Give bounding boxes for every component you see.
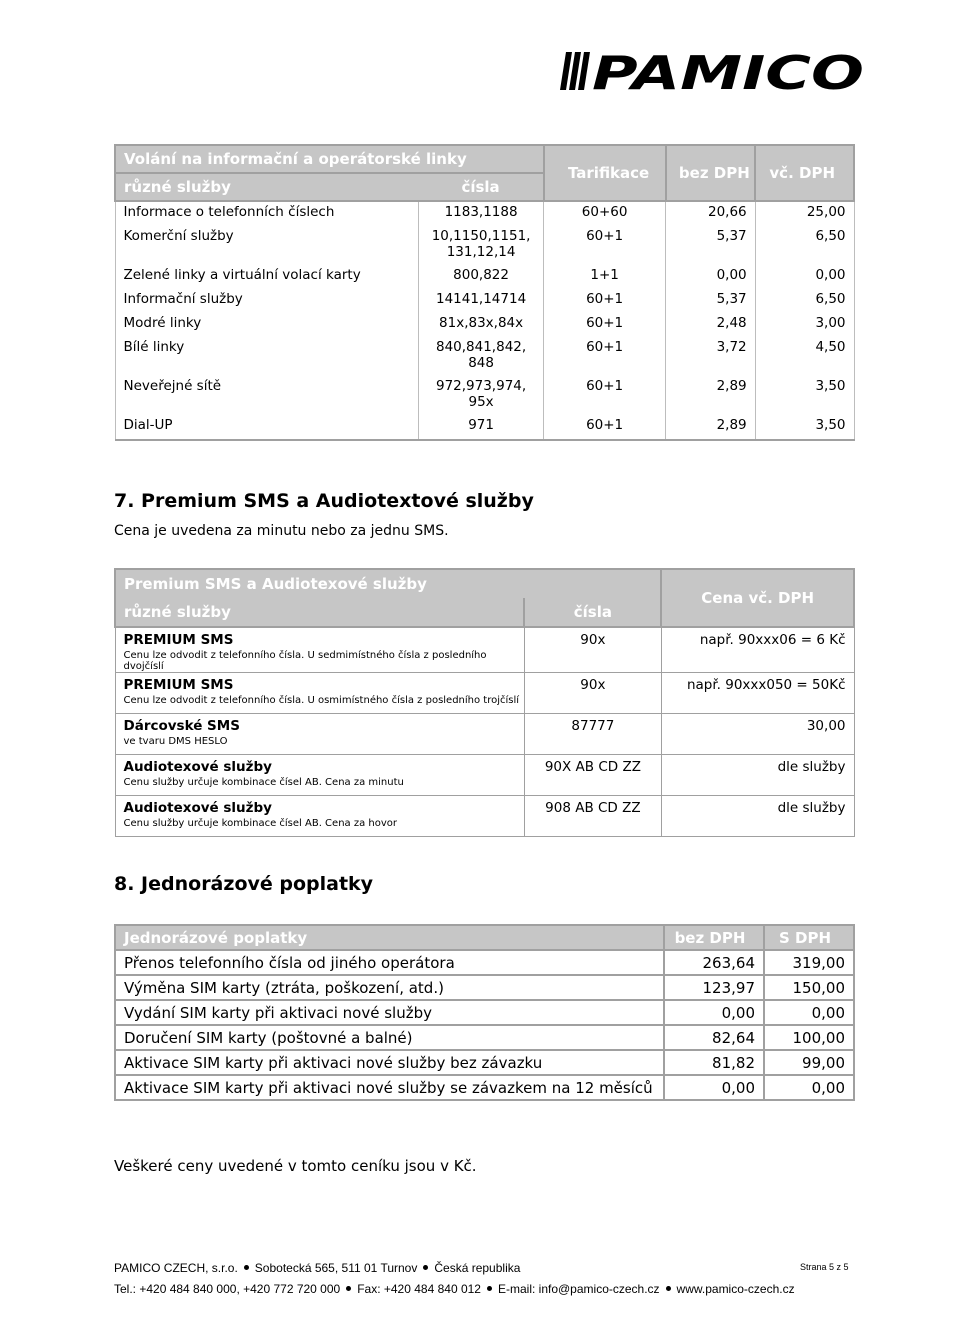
one-time-fees-table: [114, 924, 855, 1101]
cell-item: Přenos telefonního čísla od jiného operátora: [115, 950, 664, 975]
cell-item: Doručení SIM karty (poštovné a balné): [115, 1025, 664, 1050]
table-row: [115, 1075, 854, 1100]
service-name: PREMIUM SMS: [123, 677, 234, 693]
col-services: různé služby: [115, 173, 419, 201]
cell-service: [115, 627, 524, 673]
cell-vat: 3,50: [755, 415, 854, 440]
cell-no-vat: 3,72: [666, 337, 756, 376]
cell-service: [115, 796, 524, 837]
cell-vat: 0,00: [755, 265, 854, 289]
cell-numbers: 800,822: [419, 265, 544, 289]
table-row: [115, 714, 854, 755]
table-row: [115, 226, 854, 265]
cell-tariff: 60+1: [544, 226, 666, 265]
pamico-logo: [560, 48, 866, 94]
footer-address: Sobotecká 565, 511 01 Turnov: [254, 1261, 418, 1275]
cell-vat: 25,00: [755, 201, 854, 226]
cell-no-vat: 0,00: [666, 265, 756, 289]
cell-numbers: 840,841,842, 848: [419, 337, 544, 376]
table-row: [115, 975, 854, 1000]
cell-numbers: 908 AB CD ZZ: [524, 796, 661, 837]
table-row: [115, 673, 854, 714]
bullet-icon: [666, 1286, 671, 1291]
cell-vat: 3,00: [755, 313, 854, 337]
cell-no-vat: 5,37: [666, 289, 756, 313]
bullet-icon: [346, 1286, 351, 1291]
cell-vat: 6,50: [755, 226, 854, 265]
cell-tariff: 60+1: [544, 313, 666, 337]
col-tariff: Tarifikace: [544, 145, 666, 201]
cell-price: dle služby: [661, 755, 854, 796]
cell-service: [115, 714, 524, 755]
col-numbers: čísla: [419, 173, 544, 201]
table-row: [115, 201, 854, 226]
cell-vat: 6,50: [755, 289, 854, 313]
table-row: [115, 313, 854, 337]
table-row: [115, 1025, 854, 1050]
cell-no-vat: 263,64: [664, 950, 764, 975]
cell-item: Vydání SIM karty při aktivaci nové služby: [115, 1000, 664, 1025]
section7-note: Cena je uvedena za minutu nebo za jednu SMS.: [114, 523, 449, 539]
cell-price: např. 90xxx050 = 50Kč: [661, 673, 854, 714]
table-row: [115, 337, 854, 376]
logo-text: PAMICO: [592, 48, 864, 94]
table3-title: Jednorázové poplatky: [115, 925, 664, 950]
table2-title: Premium SMS a Audiotexové služby: [115, 569, 661, 598]
footer-web[interactable]: www.pamico-czech.cz: [676, 1282, 795, 1296]
footer-line-2: [114, 1282, 795, 1296]
footer-fax: Fax: +420 484 840 012: [357, 1282, 481, 1296]
cell-service: Zelené linky a virtuální volací karty: [115, 265, 419, 289]
cell-vat: 150,00: [764, 975, 854, 1000]
cell-no-vat: 5,37: [666, 226, 756, 265]
cell-vat: 100,00: [764, 1025, 854, 1050]
cell-service: Komerční služby: [115, 226, 419, 265]
cell-service: Bílé linky: [115, 337, 419, 376]
service-name: Audiotexové služby: [123, 759, 272, 775]
cell-service: Neveřejné sítě: [115, 376, 419, 415]
section8-title: 8. Jednorázové poplatky: [114, 873, 374, 895]
footer-company: PAMICO CZECH, s.r.o.: [114, 1261, 238, 1275]
cell-tariff: 60+1: [544, 376, 666, 415]
cell-numbers: 971: [419, 415, 544, 440]
col-no-vat: bez DPH: [664, 925, 764, 950]
service-name: Audiotexové služby: [123, 800, 272, 816]
col-services: různé služby: [115, 598, 524, 627]
cell-item: Výměna SIM karty (ztráta, poškození, atd.): [115, 975, 664, 1000]
footer-tel: Tel.: +420 484 840 000, +420 772 720 000: [114, 1282, 341, 1296]
cell-service: Dial-UP: [115, 415, 419, 440]
service-description: Cenu služby určuje kombinace čísel AB. Cena za minutu: [123, 777, 404, 788]
table-row: [115, 950, 854, 975]
cell-tariff: 1+1: [544, 265, 666, 289]
cell-tariff: 60+1: [544, 337, 666, 376]
bullet-icon: [487, 1286, 492, 1291]
cell-numbers: 90X AB CD ZZ: [524, 755, 661, 796]
cell-price: 30,00: [661, 714, 854, 755]
service-description: Cenu lze odvodit z telefonního čísla. U osmimístného čísla z posledního trojčíslí: [123, 695, 520, 706]
cell-numbers: 1183,1188: [419, 201, 544, 226]
closing-note: Veškeré ceny uvedené v tomto ceníku jsou v Kč.: [114, 1157, 477, 1175]
table1-title: Volání na informační a operátorské linky: [115, 145, 544, 173]
premium-sms-table: [114, 568, 855, 837]
cell-numbers: 90x: [524, 673, 661, 714]
cell-item: Aktivace SIM karty při aktivaci nové služby bez závazku: [115, 1050, 664, 1075]
cell-price: dle služby: [661, 796, 854, 837]
cell-no-vat: 82,64: [664, 1025, 764, 1050]
cell-no-vat: 20,66: [666, 201, 756, 226]
table-row: [115, 376, 854, 415]
cell-numbers: 90x: [524, 627, 661, 673]
page-number: Strana 5 z 5: [800, 1262, 849, 1272]
cell-vat: 319,00: [764, 950, 854, 975]
cell-tariff: 60+1: [544, 289, 666, 313]
cell-no-vat: 123,97: [664, 975, 764, 1000]
service-name: Dárcovské SMS: [123, 718, 240, 734]
call-rates-table: [114, 144, 855, 441]
section7-title: 7. Premium SMS a Audiotextové služby: [114, 490, 534, 512]
table-row: [115, 1000, 854, 1025]
cell-tariff: 60+1: [544, 415, 666, 440]
col-vat: S DPH: [764, 925, 854, 950]
table-row: [115, 627, 854, 673]
cell-numbers: 87777: [524, 714, 661, 755]
service-description: ve tvaru DMS HESLO: [123, 736, 228, 747]
cell-item: Aktivace SIM karty při aktivaci nové služby se závazkem na 12 měsíců: [115, 1075, 664, 1100]
cell-service: Modré linky: [115, 313, 419, 337]
bullet-icon: [244, 1265, 249, 1270]
col-price: Cena vč. DPH: [661, 569, 854, 627]
table-row: [115, 265, 854, 289]
service-description: Cenu lze odvodit z telefonního čísla. U sedmimístného čísla z posledního dvojčíslí: [123, 650, 487, 672]
cell-numbers: 81x,83x,84x: [419, 313, 544, 337]
col-vat: vč. DPH: [755, 145, 854, 201]
cell-no-vat: 0,00: [664, 1000, 764, 1025]
bullet-icon: [423, 1265, 428, 1270]
cell-no-vat: 2,89: [666, 376, 756, 415]
table-row: [115, 1050, 854, 1075]
footer-line-1: [114, 1261, 520, 1275]
service-name: PREMIUM SMS: [123, 632, 234, 648]
service-description: Cenu služby určuje kombinace čísel AB. Cena za hovor: [123, 818, 397, 829]
cell-vat: 99,00: [764, 1050, 854, 1075]
cell-no-vat: 0,00: [664, 1075, 764, 1100]
cell-no-vat: 81,82: [664, 1050, 764, 1075]
cell-tariff: 60+60: [544, 201, 666, 226]
cell-vat: 0,00: [764, 1075, 854, 1100]
cell-service: Informační služby: [115, 289, 419, 313]
col-no-vat: bez DPH: [666, 145, 756, 201]
col-numbers: čísla: [524, 598, 661, 627]
cell-service: [115, 673, 524, 714]
cell-numbers: 972,973,974, 95x: [419, 376, 544, 415]
cell-numbers: 10,1150,1151, 131,12,14: [419, 226, 544, 265]
cell-vat: 3,50: [755, 376, 854, 415]
cell-no-vat: 2,48: [666, 313, 756, 337]
cell-price: např. 90xxx06 = 6 Kč: [661, 627, 854, 673]
footer-email[interactable]: E-mail: info@pamico-czech.cz: [497, 1282, 660, 1296]
cell-vat: 4,50: [755, 337, 854, 376]
table-row: [115, 289, 854, 313]
cell-no-vat: 2,89: [666, 415, 756, 440]
table-row: [115, 796, 854, 837]
cell-numbers: 14141,14714: [419, 289, 544, 313]
footer-country: Česká republika: [434, 1261, 521, 1275]
table-row: [115, 755, 854, 796]
cell-service: [115, 755, 524, 796]
cell-vat: 0,00: [764, 1000, 854, 1025]
cell-service: Informace o telefonních číslech: [115, 201, 419, 226]
table-row: [115, 415, 854, 440]
